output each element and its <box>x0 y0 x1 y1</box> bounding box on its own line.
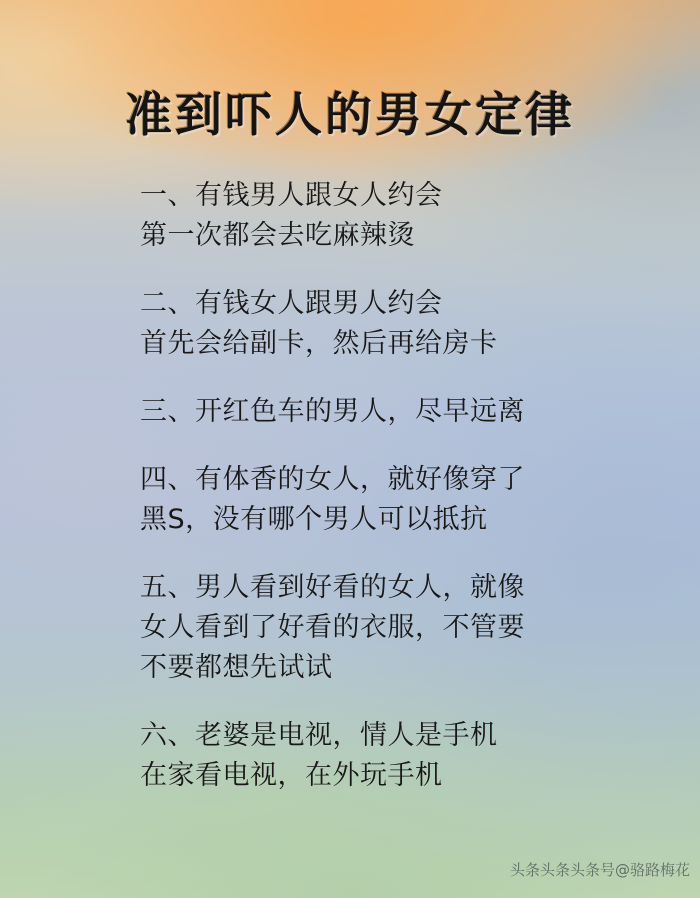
list-item <box>140 716 600 796</box>
list-item <box>140 568 600 688</box>
rule-line: 第一次都会去吃麻辣烫 <box>140 220 415 251</box>
page-title: 准到吓人的男女定律 <box>125 88 575 143</box>
rule-line: 在家看电视，在外玩手机 <box>140 760 443 791</box>
rule-line: 六、老婆是电视，情人是手机 <box>140 720 498 751</box>
watermark-text: 头条头条头条号@骆路梅花 <box>509 861 690 879</box>
rule-line: 黑S，没有哪个男人可以抵抗 <box>140 504 488 535</box>
rule-line: 二、有钱女人跟男人约会 <box>140 288 443 319</box>
list-item <box>140 460 600 540</box>
rule-line: 四、有体香的女人，就好像穿了 <box>140 464 525 495</box>
rule-line: 一、有钱男人跟女人约会 <box>140 180 443 211</box>
rule-line: 首先会给副卡，然后再给房卡 <box>140 328 498 359</box>
rule-line: 女人看到了好看的衣服，不管要 <box>140 612 525 643</box>
list-item <box>140 176 600 256</box>
rule-line: 五、男人看到好看的女人，就像 <box>140 572 525 603</box>
rules-list <box>140 176 600 824</box>
rule-line: 不要都想先试试 <box>140 652 333 683</box>
list-item <box>140 392 600 432</box>
list-item <box>140 284 600 364</box>
rule-line: 三、开红色车的男人，尽早远离 <box>140 396 525 427</box>
